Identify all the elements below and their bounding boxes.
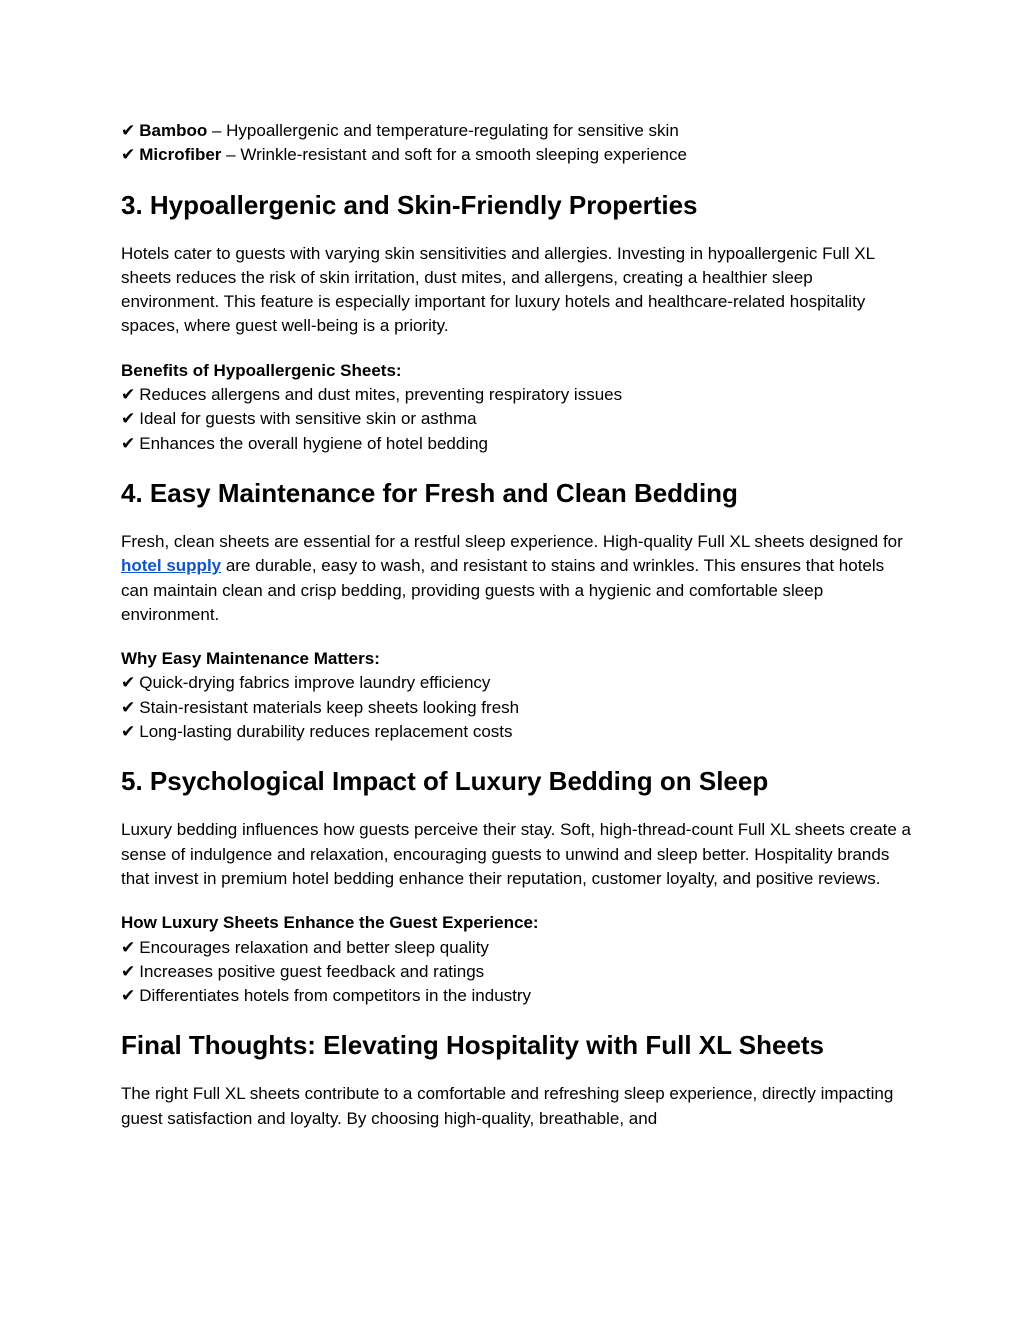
list-item bbox=[121, 119, 911, 143]
section-paragraph: Luxury bedding influences how guests perceive their stay. Soft, high-thread-count Full XL sheets create a sense of indulgence and relaxation, encouraging guests to unwind and sleep better. Hospitality brands that invest in premium hotel bedding enhance their reputation, customer loyalty, and positive reviews. bbox=[121, 820, 912, 888]
checkmark-icon: ✔ bbox=[121, 986, 136, 1006]
list-item-text: Increases positive guest feedback and ratings bbox=[139, 961, 485, 981]
section-heading: 4. Easy Maintenance for Fresh and Clean Bedding bbox=[121, 477, 738, 508]
list-item-text: Encourages relaxation and better sleep quality bbox=[139, 937, 489, 957]
list-item bbox=[121, 696, 911, 720]
list-subheading: How Luxury Sheets Enhance the Guest Experience: bbox=[121, 913, 539, 933]
section-paragraph: Hotels cater to guests with varying skin sensitivities and allergies. Investing in hypoallergenic Full XL sheets reduces the risk of skin irritation, dust mites, and allergens, creating a healthier sleep environment. This feature is especially important for luxury hotels and healthcare-related hospitality spaces, where guest well-being is a priority. bbox=[121, 243, 875, 336]
list-item bbox=[121, 671, 911, 695]
checkmark-icon: ✔ bbox=[121, 385, 136, 405]
section-heading: 3. Hypoallergenic and Skin-Friendly Properties bbox=[121, 189, 698, 220]
list-item bbox=[121, 936, 911, 960]
list-item-text: Stain-resistant materials keep sheets looking fresh bbox=[139, 697, 520, 717]
list-item-text: Quick-drying fabrics improve laundry efficiency bbox=[139, 673, 491, 693]
paragraph-text: are durable, easy to wash, and resistant to stains and wrinkles. This ensures that hotels can maintain clean and crisp bedding, providing guests with a hygienic and comfortable sleep environment. bbox=[121, 556, 885, 624]
section-heading: 5. Psychological Impact of Luxury Bedding on Sleep bbox=[121, 766, 769, 797]
list-subheading: Benefits of Hypoallergenic Sheets: bbox=[121, 360, 402, 380]
hotel-supply-link[interactable]: hotel supply bbox=[121, 556, 222, 576]
checkmark-icon: ✔ bbox=[121, 937, 136, 957]
list-item bbox=[121, 407, 911, 431]
section-heading: Final Thoughts: Elevating Hospitality with Full XL Sheets bbox=[121, 1030, 825, 1061]
checkmark-icon: ✔ bbox=[121, 145, 136, 165]
list-item bbox=[121, 720, 911, 744]
document-content bbox=[121, 119, 911, 1131]
fabric-desc: – Wrinkle-resistant and soft for a smooth sleeping experience bbox=[221, 145, 687, 165]
section-paragraph bbox=[121, 530, 911, 627]
list-item-text: Long-lasting durability reduces replacement costs bbox=[139, 722, 513, 742]
list-item bbox=[121, 383, 911, 407]
fabric-desc: – Hypoallergenic and temperature-regulating for sensitive skin bbox=[207, 121, 679, 140]
list-item bbox=[121, 432, 911, 456]
checkmark-icon: ✔ bbox=[121, 433, 136, 453]
list-item-text: Enhances the overall hygiene of hotel bedding bbox=[139, 433, 489, 453]
fabric-term: Bamboo bbox=[139, 121, 208, 140]
checkmark-icon: ✔ bbox=[121, 673, 136, 693]
checkmark-icon: ✔ bbox=[121, 961, 136, 981]
list-item bbox=[121, 960, 911, 984]
checkmark-icon: ✔ bbox=[121, 121, 136, 140]
checkmark-icon: ✔ bbox=[121, 697, 136, 717]
list-item-text: Reduces allergens and dust mites, preventing respiratory issues bbox=[139, 385, 623, 405]
fabric-term: Microfiber bbox=[139, 145, 222, 165]
list-subheading: Why Easy Maintenance Matters: bbox=[121, 649, 380, 669]
list-item bbox=[121, 984, 911, 1008]
list-item bbox=[121, 143, 911, 167]
checkmark-icon: ✔ bbox=[121, 409, 136, 429]
paragraph-text: Fresh, clean sheets are essential for a restful sleep experience. High-quality Full XL sheets designed for bbox=[121, 531, 903, 551]
section-paragraph: The right Full XL sheets contribute to a comfortable and refreshing sleep experience, directly impacting guest satisfaction and loyalty. By choosing high-quality, breathable, and bbox=[121, 1084, 894, 1128]
list-item-text: Differentiates hotels from competitors in the industry bbox=[139, 986, 532, 1006]
checkmark-icon: ✔ bbox=[121, 722, 136, 742]
list-item-text: Ideal for guests with sensitive skin or asthma bbox=[139, 409, 477, 429]
